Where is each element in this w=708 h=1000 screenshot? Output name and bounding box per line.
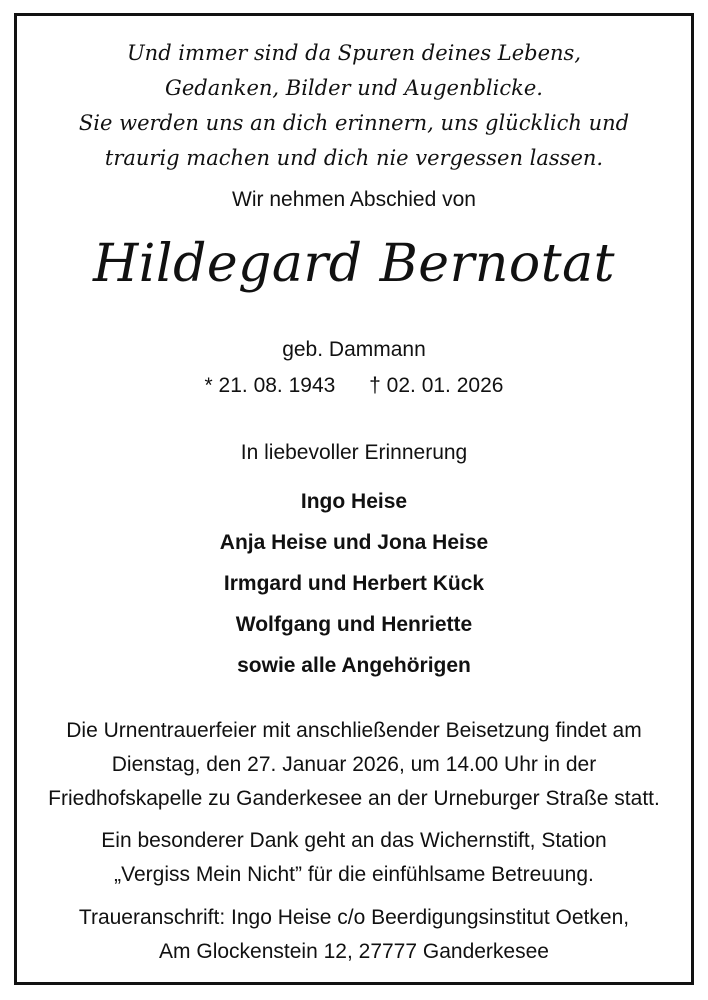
poem-line: Und immer sind da Spuren deines Lebens, xyxy=(126,41,582,65)
ceremony-line: Friedhofskapelle zu Ganderkesee an der Urneburger Straße statt. xyxy=(48,787,660,810)
obituary-frame xyxy=(14,13,694,985)
life-dates xyxy=(17,374,691,398)
born-name: geb. Dammann xyxy=(282,338,426,361)
family-member: Wolfgang und Henriette xyxy=(235,613,473,636)
poem xyxy=(17,36,691,176)
birth-date: * 21. 08. 1943 xyxy=(204,374,336,397)
address-paragraph xyxy=(17,901,691,969)
address-line: Am Glockenstein 12, 27777 Ganderkesee xyxy=(159,940,549,963)
family-member: Ingo Heise xyxy=(300,490,408,513)
poem-line: Gedanken, Bilder und Augenblicke. xyxy=(165,76,543,100)
thanks-line: „Vergiss Mein Nicht” für die einfühlsame Betreuung. xyxy=(114,863,594,886)
ceremony-paragraph xyxy=(17,714,691,816)
intro-text: Wir nehmen Abschied von xyxy=(232,188,476,211)
family-list xyxy=(17,481,691,686)
deceased-name: Hildegard Bernotat xyxy=(92,234,616,294)
poem-line: traurig machen und dich nie vergessen lassen. xyxy=(104,146,604,170)
family-member: Anja Heise und Jona Heise xyxy=(219,531,489,554)
family-member: sowie alle Angehörigen xyxy=(237,654,471,677)
ceremony-line: Dienstag, den 27. Januar 2026, um 14.00 Uhr in der xyxy=(111,753,597,776)
ceremony-line: Die Urnentrauerfeier mit anschließender Beisetzung findet am xyxy=(66,719,642,742)
memory-line: In liebevoller Erinnerung xyxy=(240,441,468,464)
thanks-line: Ein besonderer Dank geht an das Wichernstift, Station xyxy=(101,829,607,852)
family-member: Irmgard und Herbert Kück xyxy=(223,572,485,595)
address-line: Traueranschrift: Ingo Heise c/o Beerdigungsinstitut Oetken, xyxy=(78,906,630,929)
thanks-paragraph xyxy=(17,824,691,892)
poem-line: Sie werden uns an dich erinnern, uns glücklich und xyxy=(78,111,630,135)
death-date: † 02. 01. 2026 xyxy=(369,374,504,397)
